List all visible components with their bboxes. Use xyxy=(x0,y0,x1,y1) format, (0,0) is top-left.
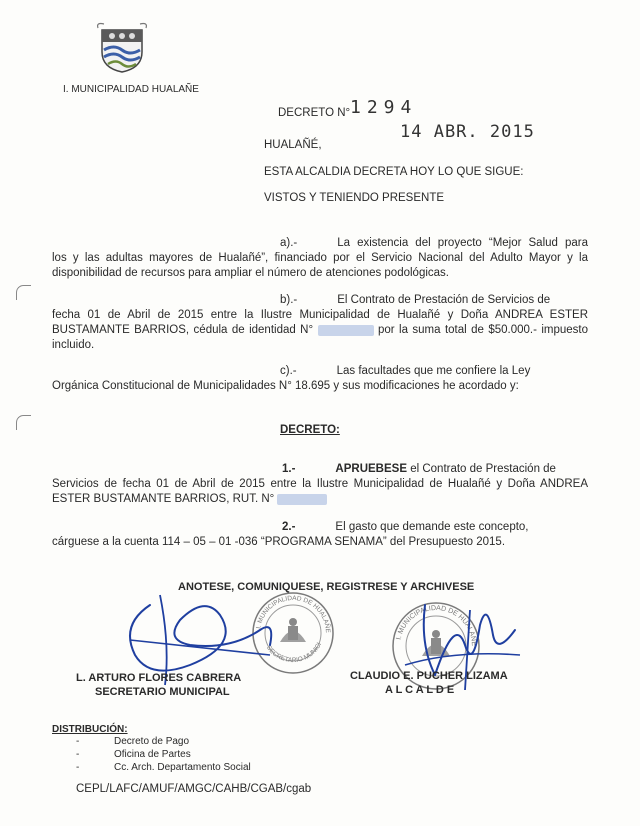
resolution-2-text1: El gasto que demande este concepto, xyxy=(335,521,529,533)
decree-date-stamp: 14 ABR. 2015 xyxy=(400,122,535,142)
punch-hole-mark xyxy=(16,415,31,430)
mayor-title: A L C A L D E xyxy=(385,684,455,696)
initials-reference: CEPL/LAFC/AMUF/AMGC/CAHB/CGAB/cgab xyxy=(76,783,312,795)
vistos-c-rest: Orgánica Constitucional de Municipalidades N° 18.695 y sus modificaciones he acordado y: xyxy=(52,380,519,392)
vistos-a-rest: los y las adultas mayores de Hualañé”, financiado por el Servicio Nacional del Adulto Mayor y la disponibilidad de recursos para ampliar el número de atenciones podológicas. xyxy=(52,252,588,280)
vistos-heading: VISTOS Y TENIENDO PRESENTE xyxy=(264,192,445,204)
distribution-list xyxy=(76,735,251,774)
distribution-heading: DISTRIBUCIÓN: xyxy=(52,724,128,735)
municipality-name: I. MUNICIPALIDAD HUALAÑE xyxy=(63,84,199,95)
distribution-bullet: - xyxy=(76,736,80,747)
vistos-b-text1: El Contrato de Prestación de Servicios de xyxy=(337,294,551,306)
left-stamp-bottom-text: SECRETARIO MUNICI xyxy=(264,641,324,665)
redacted-rut xyxy=(277,494,327,505)
distribution-item xyxy=(76,748,251,761)
vistos-b-text2: fecha 01 de Abril de 2015 entre la Ilustre Municipalidad de Hualañé y Doña ANDREA ESTER BUSTAMANTE BARRIOS, cédula de identidad N° xyxy=(52,309,588,337)
distribution-item xyxy=(76,735,251,748)
vistos-a-line1 xyxy=(280,236,588,251)
closing-statement: ANOTESE, COMUNIQUESE, REGISTRESE Y ARCHIVESE xyxy=(178,581,475,593)
mayor-name: CLAUDIO E. PUCHER LIZAMA xyxy=(350,670,508,682)
resolution-1-text2: Servicios de fecha 01 de Abril de 2015 entre la Ilustre Municipalidad de Hualañé y Doña ANDREA ESTER BUSTAMANTE BARRIOS, RUT. N° xyxy=(52,478,588,506)
distribution-item-text: Oficina de Partes xyxy=(114,749,191,760)
redacted-id-number xyxy=(318,325,374,336)
resolution-2-rest: cárguese a la cuenta 114 – 05 – 01 -036 “PROGRAMA SENAMA” del Presupuesto 2015. xyxy=(52,536,506,548)
vistos-a-text1: La existencia del proyecto “Mejor Salud para xyxy=(337,237,588,249)
resolution-1-number: 1.- xyxy=(282,463,296,475)
vistos-b-rest xyxy=(52,308,588,354)
vistos-c-text1: Las facultades que me confiere la Ley xyxy=(336,365,531,377)
secretary-title: SECRETARIO MUNICIPAL xyxy=(95,686,230,698)
distribution-item-text: Cc. Arch. Departamento Social xyxy=(114,762,251,773)
vistos-b-prefix: b).- xyxy=(280,294,298,306)
decree-place: HUALAÑÉ, xyxy=(264,139,322,151)
distribution-item-text: Decreto de Pago xyxy=(114,736,190,747)
distribution-item xyxy=(76,761,251,774)
vistos-c-prefix: c).- xyxy=(280,365,297,377)
right-stamp-top-text: I. MUNICIPALIDAD DE HUALAÑE xyxy=(395,604,478,647)
distribution-bullet: - xyxy=(76,749,80,760)
secretary-name: L. ARTURO FLORES CABRERA xyxy=(76,672,242,684)
decree-label: DECRETO N° xyxy=(278,107,351,119)
decree-intro: ESTA ALCALDIA DECRETA HOY LO QUE SIGUE: xyxy=(264,166,524,178)
resolution-1-text1: el Contrato de Prestación de xyxy=(410,463,556,475)
decree-number-stamp: 1294 xyxy=(350,97,418,118)
resolution-1-line1 xyxy=(282,462,556,477)
resolution-1-rest xyxy=(52,477,588,507)
vistos-b-text3: por la suma total de $50.000.- impuesto incluido. xyxy=(52,324,589,352)
distribution-bullet: - xyxy=(76,762,80,773)
vistos-c-line1 xyxy=(280,364,588,379)
resolution-2-line1 xyxy=(282,520,529,535)
resolution-1-verb: APRUEBESE xyxy=(335,463,407,475)
vistos-b-line1 xyxy=(280,293,588,308)
punch-hole-mark xyxy=(16,285,31,300)
left-stamp-top-text: I. MUNICIPALIDAD DE HUALAÑE xyxy=(255,594,332,634)
vistos-a-prefix: a).- xyxy=(280,237,298,249)
municipal-crest-logo xyxy=(96,22,148,74)
decreto-heading: DECRETO: xyxy=(280,424,340,436)
resolution-2-number: 2.- xyxy=(282,521,296,533)
